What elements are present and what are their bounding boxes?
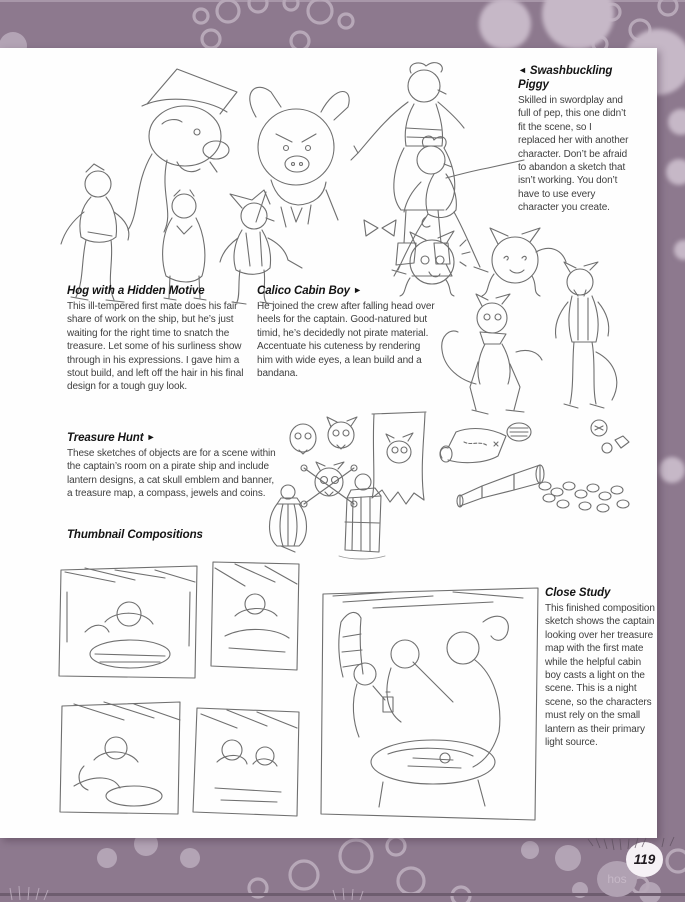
- sketch-piggy-standing: [351, 63, 464, 276]
- section-thumbnail-compositions: [67, 528, 287, 544]
- section-heading: Treasure Hunt ►: [67, 432, 156, 444]
- sketch-skull-crossbones: [301, 462, 357, 507]
- sketch-spyglass: [457, 465, 544, 507]
- sketch-compass-coin: [507, 423, 531, 441]
- sketch-pig-head-angry: [250, 87, 349, 227]
- section-calico-cabin-boy: [257, 284, 435, 380]
- section-heading: Close Study: [545, 587, 611, 599]
- sketch-cat-banner: [372, 412, 426, 504]
- section-swashbuckling-piggy: [518, 64, 630, 215]
- section-body: This finished composition sketch shows the captain looking over her treasure map with the first mate while the helpful cabin boy casts a light on the scene. This is a night scene, so the characters must rely on the small lantern as their primary light source.: [545, 603, 655, 749]
- sketch-pig-walking: [61, 164, 129, 302]
- sketch-cat-skull-small: [290, 424, 316, 454]
- section-body: These sketches of objects are for a scene within the captain’s room on a pirate ship and include lantern designs, a cat skull emblem and banner, a treasure map, a compass, jewels and coins.: [67, 448, 276, 500]
- page-number: 119: [633, 852, 656, 867]
- sketch-treasure-map: [440, 429, 506, 463]
- section-heading: ◄ Swashbuckling Piggy: [518, 65, 613, 91]
- section-treasure-hunt: [67, 431, 279, 501]
- sketch-cat-skull-ears: [327, 417, 357, 449]
- right-arrow-glyph: ►: [353, 285, 362, 295]
- section-heading: Hog with a Hidden Motive: [67, 285, 205, 297]
- sketch-bow-doodle: [364, 220, 396, 236]
- section-hog-hidden-motive: [67, 284, 253, 394]
- sketch-lantern-square: [339, 474, 385, 559]
- sketch-pig-head-bandana: [128, 69, 237, 232]
- section-body: Skilled in swordplay and full of pep, this one didn’t fit the scene, so I replaced her with another character. Don’t be afraid to abandon a sketch that isn’t working. You don’t have to use every character you create.: [518, 95, 629, 214]
- sketch-thumbnail-3: [60, 702, 180, 814]
- corner-watermark-text: hos: [607, 872, 627, 886]
- sketch-cat-head-happy: [482, 228, 566, 296]
- page-number-badge: [626, 842, 663, 877]
- sketch-close-study: [321, 588, 538, 820]
- left-arrow-glyph: ◄: [518, 65, 527, 75]
- sketch-cat-crouching: [442, 294, 542, 414]
- right-arrow-glyph: ►: [146, 432, 156, 442]
- section-close-study: [545, 586, 655, 749]
- sketch-cat-standing: [556, 262, 617, 408]
- frame-bottom-dark-line: [0, 893, 685, 896]
- sketch-thumbnail-2: [211, 562, 299, 670]
- section-heading: Thumbnail Compositions: [67, 529, 203, 541]
- section-body: This ill-tempered first mate does his fair share of work on the ship, but he’s just waiting for the right time to snatch the treasure. Let some of his surliness show through in his expressions. I gave him a stout build, and left off the hair in his final design for a tough guy look.: [67, 301, 244, 393]
- section-body: He joined the crew after falling head over heels for the captain. Good-natured but timid, he’s decidedly not pirate material. Accentuate his cuteness by rendering him with wide eyes, a lean build and a bandana.: [257, 301, 435, 380]
- sketch-jewels: [591, 420, 629, 453]
- sketch-thumbnail-1: [59, 566, 197, 678]
- section-heading: Calico Cabin Boy ►: [257, 285, 362, 297]
- sketch-coins: [539, 482, 629, 512]
- sketch-thumbnail-4: [193, 708, 299, 816]
- book-page: [0, 48, 657, 838]
